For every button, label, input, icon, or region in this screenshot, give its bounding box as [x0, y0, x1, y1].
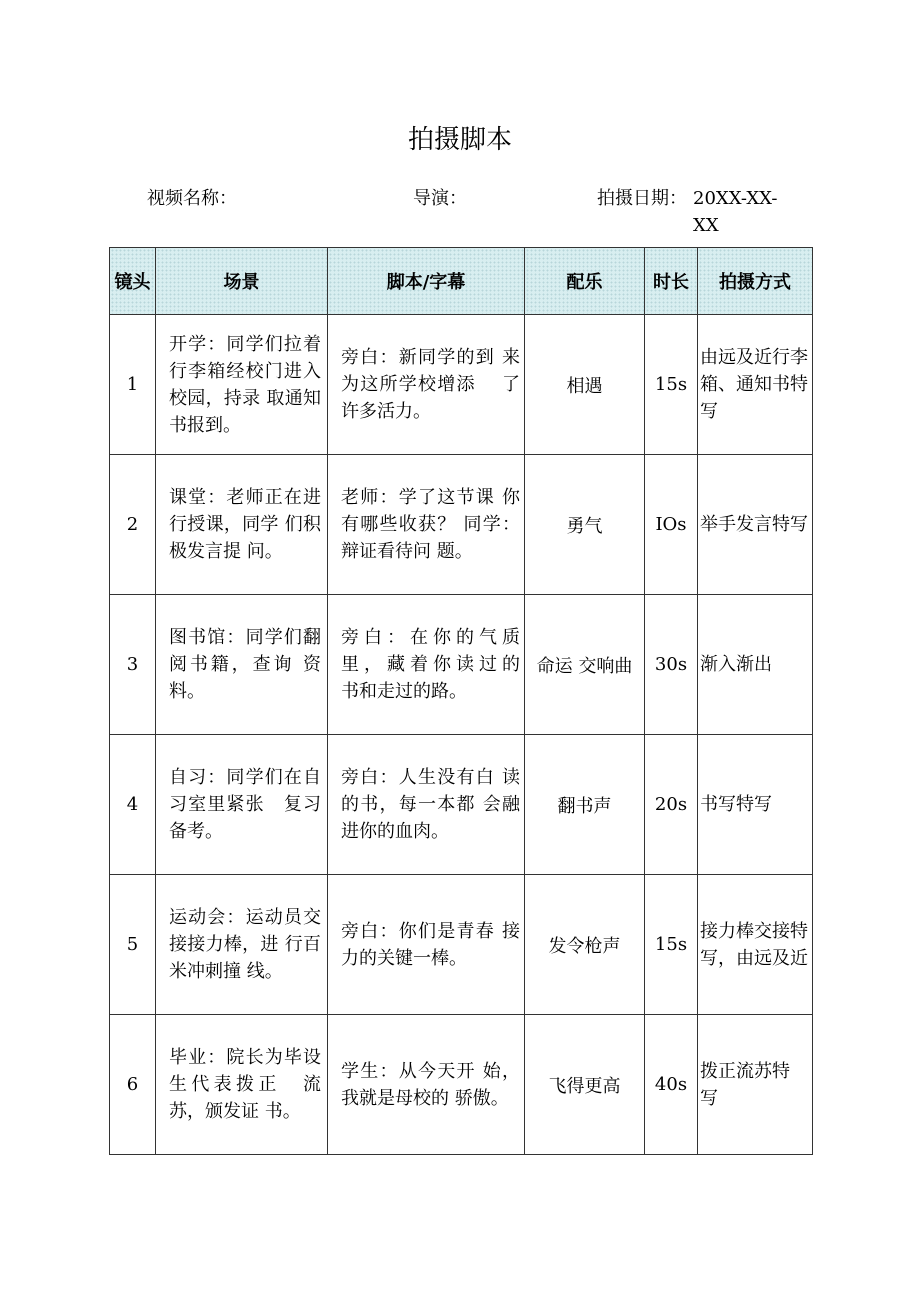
duration-cell: 15s [645, 315, 698, 455]
header-scene: 场景 [156, 248, 328, 315]
header-method: 拍摄方式 [698, 248, 813, 315]
header-music: 配乐 [525, 248, 645, 315]
script-cell: 学生：从今天开 始，我就是母校的 骄傲。 [328, 1015, 525, 1155]
table-header-row [110, 248, 813, 315]
duration-cell: 15s [645, 875, 698, 1015]
script-cell: 旁白：你们是青春 接力的关键一棒。 [328, 875, 525, 1015]
scene-cell: 图书馆：同学们翻阅书籍，查询 资料。 [156, 595, 328, 735]
director-label: 导演： [413, 188, 467, 209]
music-cell: 命运 交响曲 [525, 595, 645, 735]
scene-cell: 运动会：运动员交接接力棒，进 行百米冲刺撞 线。 [156, 875, 328, 1015]
script-cell: 旁白：在你的气质 里，藏着你读过的 书和走过的路。 [328, 595, 525, 735]
scene-cell: 开学：同学们拉着行李箱经校门进入校园，持录 取通知书报到。 [156, 315, 328, 455]
method-cell: 拨正流苏特 写 [698, 1015, 813, 1155]
page-title: 拍摄脚本 [407, 125, 512, 155]
shot-number: 4 [110, 735, 156, 875]
method-cell: 渐入渐出 [698, 595, 813, 735]
duration-cell: 20s [645, 735, 698, 875]
scene-cell: 毕业：院长为毕设生代表拨正 流苏，颁发证 书。 [156, 1015, 328, 1155]
duration-cell: 40s [645, 1015, 698, 1155]
shot-number: 1 [110, 315, 156, 455]
table-row [110, 1015, 813, 1155]
music-cell: 勇气 [525, 455, 645, 595]
script-cell: 老师：学了这节课 你有哪些收获？ 同学：辩证看待问 题。 [328, 455, 525, 595]
video-name-label: 视频名称： [147, 188, 237, 209]
header-shot: 镜头 [110, 248, 156, 315]
method-cell: 由远及近行李箱、通知书特写 [698, 315, 813, 455]
script-cell: 旁白：新同学的到 来为这所学校增添 了许多活力。 [328, 315, 525, 455]
table-row [110, 315, 813, 455]
music-cell: 相遇 [525, 315, 645, 455]
table-row [110, 735, 813, 875]
shot-number: 3 [110, 595, 156, 735]
header-script: 脚本/字幕 [328, 248, 525, 315]
table-row [110, 595, 813, 735]
music-cell: 发令枪声 [525, 875, 645, 1015]
script-cell: 旁白：人生没有白 读的书，每一本都 会融进你的血肉。 [328, 735, 525, 875]
shoot-date-label: 拍摄日期： [597, 188, 687, 209]
duration-cell: IOs [645, 455, 698, 595]
method-cell: 书写特写 [698, 735, 813, 875]
scene-cell: 课堂：老师正在进行授课，同学 们积极发言提 问。 [156, 455, 328, 595]
shoot-date-value: 20XX-XX-XX [693, 188, 778, 236]
header-duration: 时长 [645, 248, 698, 315]
shot-number: 6 [110, 1015, 156, 1155]
shot-number: 2 [110, 455, 156, 595]
scene-cell: 自习：同学们在自习室里紧张 复习备考。 [156, 735, 328, 875]
music-cell: 翻书声 [525, 735, 645, 875]
method-cell: 举手发言特写 [698, 455, 813, 595]
table-row [110, 875, 813, 1015]
table-row [110, 455, 813, 595]
duration-cell: 30s [645, 595, 698, 735]
music-cell: 飞得更高 [525, 1015, 645, 1155]
method-cell: 接力棒交接特写，由远及近 [698, 875, 813, 1015]
shot-number: 5 [110, 875, 156, 1015]
shooting-script-table [109, 247, 813, 1155]
